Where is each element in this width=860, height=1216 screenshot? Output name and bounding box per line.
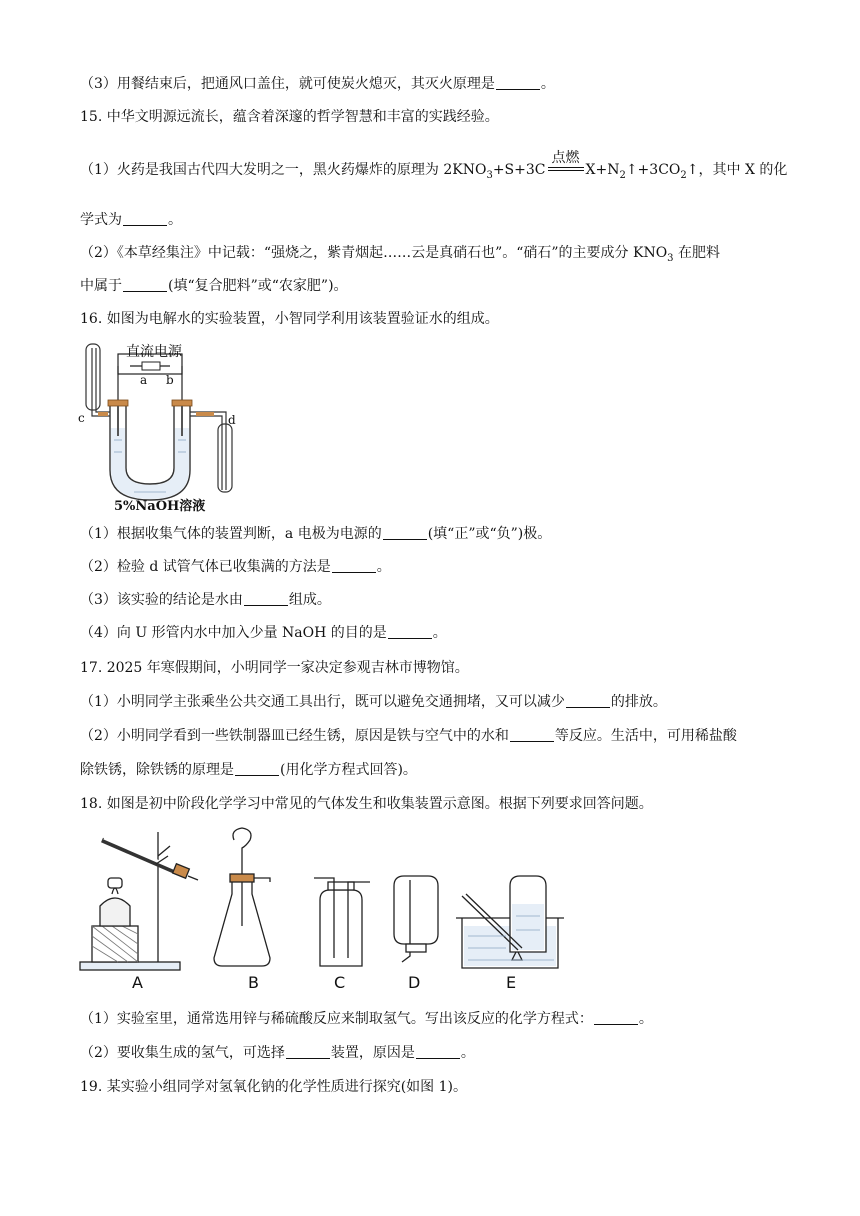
q18-part2: （2）要收集生成的氢气，可选择 装置，原因是 。: [80, 1045, 475, 1061]
q15-part2: （2）《本草经集注》中记载：“强烧之，紫青烟起……云是真硝石也”。“硝石”的主要成分 $KNO_3$ 在肥料: [80, 245, 720, 264]
reaction-condition-equals: 点燃: [546, 160, 586, 180]
naoh-solution: [111, 428, 189, 499]
q14-part3: （3）用餐结束后，把通风口盖住，就可使炭火熄灭，其灭火原理是 。: [80, 76, 555, 92]
apparatus-c: [314, 878, 370, 966]
q17-part2: （2）小明同学看到一些铁制器皿已经生锈，原因是铁与空气中的水和 等反应。生活中，可用稀盐酸: [80, 728, 737, 744]
gas-apparatus-figure: [76, 826, 566, 996]
label-c: C: [334, 973, 346, 992]
apparatus-a: [80, 832, 198, 970]
answer-blank[interactable]: [235, 761, 279, 776]
label-a: A: [132, 973, 143, 992]
electrode-b-label: b: [166, 373, 174, 387]
q18-stem: 18. 如图是初中阶段化学学习中常见的气体发生和收集装置示意图。根据下列要求回答问题。: [80, 796, 653, 812]
solution-label: 5%NaOH溶液: [114, 499, 206, 512]
q17-part2-line2: 除铁锈，除铁锈的原理是 (用化学方程式回答)。: [80, 762, 417, 778]
q16-part2: （2）检验 d 试管气体已收集满的方法是 。: [80, 559, 391, 575]
q15-part2-line2: 中属于 (填“复合肥料”或“农家肥”)。: [80, 278, 348, 294]
q16-part3: （3）该实验的结论是水由 组成。: [80, 592, 331, 608]
electrolysis-apparatus-figure: [78, 340, 258, 512]
q18-part1: （1）实验室里，通常选用锌与稀硫酸反应来制取氢气。写出该反应的化学方程式： 。: [80, 1011, 653, 1027]
q15-part1-line2: 学式为 。: [80, 212, 182, 228]
label-b: B: [248, 973, 259, 992]
q15-stem: 15. 中华文明源远流长，蕴含着深邃的哲学智慧和丰富的实践经验。: [80, 109, 499, 125]
label-e: E: [506, 973, 517, 992]
label-d: D: [408, 973, 421, 992]
answer-blank[interactable]: [566, 693, 610, 708]
q16-part4: （4）向 U 形管内水中加入少量 NaOH 的目的是 。: [80, 625, 447, 641]
q17-part1: （1）小明同学主张乘坐公共交通工具出行，既可以避免交通拥堵，又可以减少 的排放。: [80, 694, 667, 710]
answer-blank[interactable]: [123, 211, 167, 226]
power-label: 直流电源: [126, 344, 182, 360]
tube-d-label: d: [228, 413, 236, 427]
stopper-right: [172, 400, 192, 406]
stopper-left: [108, 400, 128, 406]
q15-part1-equation: （1）火药是我国古代四大发明之一，黑火药爆炸的原理为 $2KNO_3+S+3C$ 点燃 $X+N_2↑+3CO_2↑$，其中 X 的化: [80, 150, 788, 181]
answer-blank[interactable]: [416, 1044, 460, 1059]
answer-blank[interactable]: [510, 727, 554, 742]
electrode-a-label: a: [140, 373, 148, 387]
battery-icon: [142, 362, 160, 370]
answer-blank[interactable]: [388, 624, 432, 639]
answer-blank[interactable]: [332, 558, 376, 573]
q16-stem: 16. 如图为电解水的实验装置，小智同学利用该装置验证水的组成。: [80, 311, 499, 327]
answer-blank[interactable]: [286, 1044, 330, 1059]
apparatus-e: [456, 876, 564, 968]
apparatus-d: [394, 876, 438, 962]
q17-stem: 17. 2025 年寒假期间，小明同学一家决定参观吉林市博物馆。: [80, 660, 469, 676]
answer-blank[interactable]: [244, 591, 288, 606]
answer-blank[interactable]: [123, 277, 167, 292]
q16-part1: （1）根据收集气体的装置判断，a 电极为电源的 (填“正”或“负”)极。: [80, 526, 552, 542]
answer-blank[interactable]: [594, 1010, 638, 1025]
apparatus-b: [214, 828, 270, 966]
q19-stem: 19. 某实验小组同学对氢氧化钠的化学性质进行探究(如图 1)。: [80, 1079, 467, 1095]
answer-blank[interactable]: [496, 75, 540, 90]
tube-c-label: c: [78, 411, 85, 425]
answer-blank[interactable]: [383, 525, 427, 540]
